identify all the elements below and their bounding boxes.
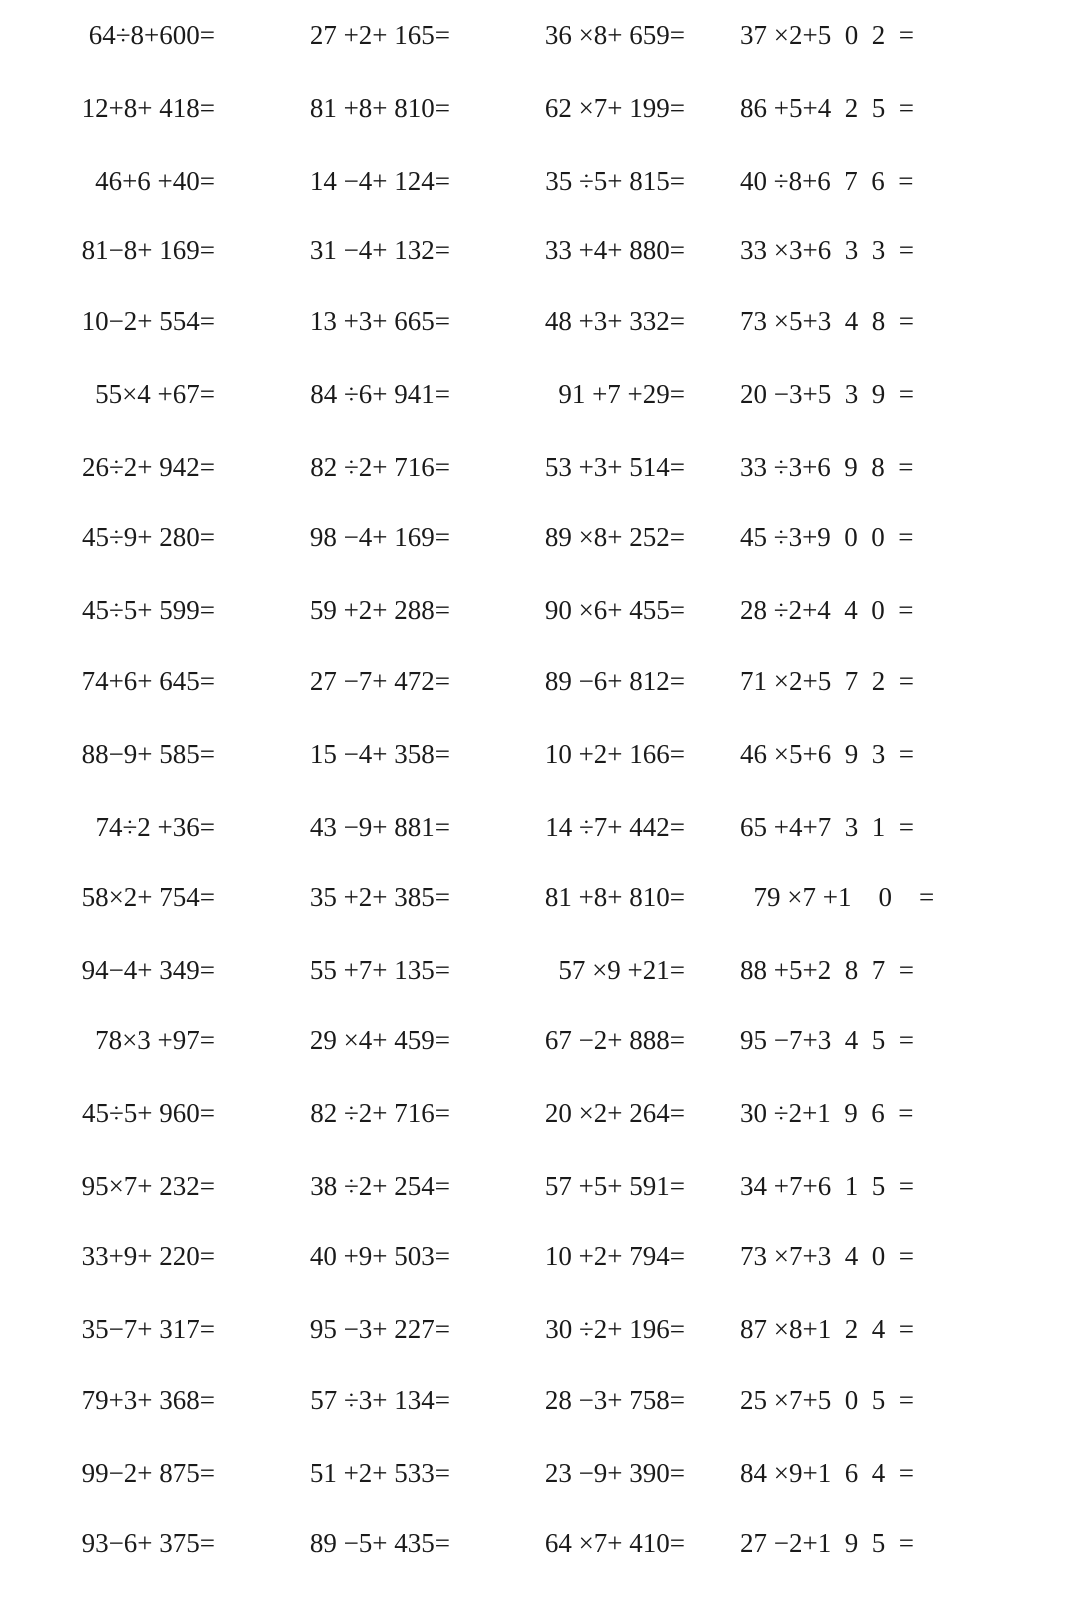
problem-col-4: 37 ×2+5 0 2 = xyxy=(740,20,914,50)
problem-col-3: 64 ×7+ 410= xyxy=(544,1528,685,1558)
problem-col-1: 93−6+ 375= xyxy=(81,1528,215,1558)
problem-col-3: 81 +8+ 810= xyxy=(544,882,685,912)
problem-col-3: 33 +4+ 880= xyxy=(544,235,685,265)
problem-col-4: 30 ÷2+1 9 6 = xyxy=(740,1098,914,1128)
problem-col-3: 14 ÷7+ 442= xyxy=(545,812,685,842)
problem-col-3: 36 ×8+ 659= xyxy=(544,20,685,50)
problem-col-3: 53 +3+ 514= xyxy=(544,452,685,482)
problem-row xyxy=(0,590,1079,630)
problem-col-1: 33+9+ 220= xyxy=(81,1241,215,1271)
problem-row xyxy=(0,301,1079,341)
problem-col-2: 29 ×4+ 459= xyxy=(309,1025,450,1055)
problem-col-2: 57 ÷3+ 134= xyxy=(310,1385,450,1415)
problem-col-4: 25 ×7+5 0 5 = xyxy=(740,1385,914,1415)
problem-col-3: 30 ÷2+ 196= xyxy=(545,1314,685,1344)
problem-col-4: 88 +5+2 8 7 = xyxy=(740,955,914,985)
problem-col-1: 88−9+ 585= xyxy=(81,739,215,769)
problem-col-2: 84 ÷6+ 941= xyxy=(310,379,450,409)
problem-col-1: 26÷2+ 942= xyxy=(81,452,215,482)
problem-col-3: 62 ×7+ 199= xyxy=(544,93,685,123)
problem-col-4: 20 −3+5 3 9 = xyxy=(740,379,914,409)
problem-col-2: 81 +8+ 810= xyxy=(309,93,450,123)
problem-col-4: 33 ×3+6 3 3 = xyxy=(740,235,914,265)
problem-col-2: 55 +7+ 135= xyxy=(309,955,450,985)
problem-col-1: 45÷5+ 599= xyxy=(81,595,215,625)
problem-col-1: 79+3+ 368= xyxy=(81,1385,215,1415)
problem-col-2: 14 −4+ 124= xyxy=(309,166,450,196)
problem-col-3: 10 +2+ 794= xyxy=(544,1241,685,1271)
problem-col-1: 45÷5+ 960= xyxy=(81,1098,215,1128)
problem-col-2: 27 −7+ 472= xyxy=(309,666,450,696)
problem-col-4: 79 ×7 +1 0 = xyxy=(740,882,935,912)
problem-col-2: 15 −4+ 358= xyxy=(309,739,450,769)
problem-col-3: 89 −6+ 812= xyxy=(544,666,685,696)
problem-col-2: 82 ÷2+ 716= xyxy=(310,1098,450,1128)
problem-col-4: 84 ×9+1 6 4 = xyxy=(740,1458,914,1488)
problem-col-1: 95×7+ 232= xyxy=(81,1171,215,1201)
problem-col-3: 57 ×9 +21= xyxy=(558,955,685,985)
problem-col-4: 40 ÷8+6 7 6 = xyxy=(740,166,914,196)
problem-col-1: 64÷8+600= xyxy=(88,20,215,50)
problem-col-2: 31 −4+ 132= xyxy=(309,235,450,265)
problem-col-2: 82 ÷2+ 716= xyxy=(310,452,450,482)
problem-col-4: 34 +7+6 1 5 = xyxy=(740,1171,914,1201)
problem-col-2: 38 ÷2+ 254= xyxy=(310,1171,450,1201)
problem-col-1: 45÷9+ 280= xyxy=(81,522,215,552)
problem-col-3: 10 +2+ 166= xyxy=(544,739,685,769)
problem-col-2: 13 +3+ 665= xyxy=(309,306,450,336)
problem-col-4: 87 ×8+1 2 4 = xyxy=(740,1314,914,1344)
problem-row xyxy=(0,734,1079,774)
problem-col-4: 45 ÷3+9 0 0 = xyxy=(740,522,914,552)
problem-col-2: 95 −3+ 227= xyxy=(309,1314,450,1344)
problem-row xyxy=(0,1523,1079,1563)
problem-row xyxy=(0,807,1079,847)
problem-row xyxy=(0,1309,1079,1349)
problem-col-4: 28 ÷2+4 4 0 = xyxy=(740,595,914,625)
problem-col-1: 10−2+ 554= xyxy=(81,306,215,336)
problem-col-2: 89 −5+ 435= xyxy=(309,1528,450,1558)
problem-col-2: 40 +9+ 503= xyxy=(309,1241,450,1271)
problem-col-1: 74÷2 +36= xyxy=(95,812,215,842)
problem-col-1: 78×3 +97= xyxy=(95,1025,215,1055)
problem-col-1: 99−2+ 875= xyxy=(81,1458,215,1488)
problem-row xyxy=(0,15,1079,55)
problem-col-4: 46 ×5+6 9 3 = xyxy=(740,739,914,769)
problem-col-2: 51 +2+ 533= xyxy=(309,1458,450,1488)
problem-col-3: 67 −2+ 888= xyxy=(544,1025,685,1055)
problem-col-1: 94−4+ 349= xyxy=(81,955,215,985)
problem-col-3: 89 ×8+ 252= xyxy=(544,522,685,552)
problem-col-4: 86 +5+4 2 5 = xyxy=(740,93,914,123)
problem-col-3: 57 +5+ 591= xyxy=(544,1171,685,1201)
problem-row xyxy=(0,1166,1079,1206)
problem-row xyxy=(0,447,1079,487)
problem-row xyxy=(0,1093,1079,1133)
problem-col-1: 46+6 +40= xyxy=(95,166,215,196)
problem-row xyxy=(0,517,1079,557)
problem-row xyxy=(0,1453,1079,1493)
problem-row xyxy=(0,1380,1079,1420)
problem-col-1: 12+8+ 418= xyxy=(81,93,215,123)
problem-col-4: 33 ÷3+6 9 8 = xyxy=(740,452,914,482)
problem-row xyxy=(0,950,1079,990)
problem-col-1: 55×4 +67= xyxy=(95,379,215,409)
problem-row xyxy=(0,230,1079,270)
problem-col-1: 81−8+ 169= xyxy=(81,235,215,265)
problem-col-3: 90 ×6+ 455= xyxy=(544,595,685,625)
problem-col-4: 71 ×2+5 7 2 = xyxy=(740,666,914,696)
problem-col-1: 58×2+ 754= xyxy=(81,882,215,912)
problem-row xyxy=(0,88,1079,128)
problem-col-3: 35 ÷5+ 815= xyxy=(545,166,685,196)
problem-col-2: 35 +2+ 385= xyxy=(309,882,450,912)
problem-col-3: 28 −3+ 758= xyxy=(544,1385,685,1415)
problem-row xyxy=(0,661,1079,701)
problem-col-4: 65 +4+7 3 1 = xyxy=(740,812,914,842)
problem-col-4: 73 ×5+3 4 8 = xyxy=(740,306,914,336)
problem-col-1: 35−7+ 317= xyxy=(81,1314,215,1344)
problem-col-4: 73 ×7+3 4 0 = xyxy=(740,1241,914,1271)
problem-col-2: 43 −9+ 881= xyxy=(309,812,450,842)
problem-col-2: 98 −4+ 169= xyxy=(309,522,450,552)
problem-row xyxy=(0,877,1079,917)
problem-row xyxy=(0,1236,1079,1276)
problem-col-3: 48 +3+ 332= xyxy=(544,306,685,336)
problem-col-3: 23 −9+ 390= xyxy=(544,1458,685,1488)
problem-col-3: 20 ×2+ 264= xyxy=(544,1098,685,1128)
problem-row xyxy=(0,1020,1079,1060)
problem-row xyxy=(0,374,1079,414)
problem-row xyxy=(0,161,1079,201)
problem-col-2: 59 +2+ 288= xyxy=(309,595,450,625)
problem-col-1: 74+6+ 645= xyxy=(81,666,215,696)
problem-col-2: 27 +2+ 165= xyxy=(309,20,450,50)
problem-col-3: 91 +7 +29= xyxy=(558,379,685,409)
problem-col-4: 95 −7+3 4 5 = xyxy=(740,1025,914,1055)
problem-col-4: 27 −2+1 9 5 = xyxy=(740,1528,914,1558)
